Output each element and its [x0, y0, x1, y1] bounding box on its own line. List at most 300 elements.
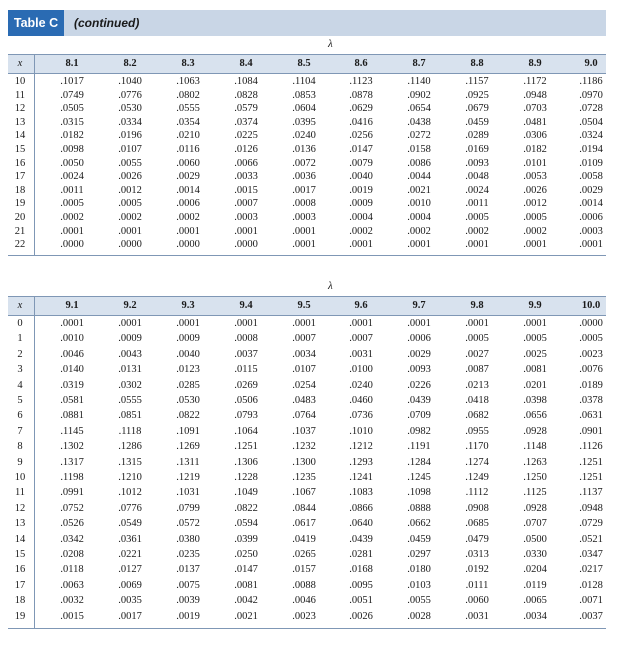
table-row — [8, 472, 606, 485]
lambda-label: λ — [328, 280, 333, 292]
probability-cell: .0087 — [465, 364, 489, 376]
lambda-column-header: 9.8 — [470, 300, 484, 311]
probability-cell: .0629 — [349, 103, 373, 115]
lambda-column-header: 9.7 — [412, 300, 426, 311]
probability-cell: .0093 — [407, 364, 431, 376]
probability-cell: .0256 — [349, 130, 373, 142]
table-row — [8, 212, 606, 225]
probability-cell: .0107 — [292, 364, 316, 376]
probability-cell: .0002 — [349, 225, 373, 237]
table-row — [8, 364, 606, 377]
x-value-cell: 16 — [14, 157, 26, 169]
probability-cell: .0003 — [579, 225, 603, 237]
probability-cell: .0002 — [407, 225, 431, 237]
lambda-column-header: 9.1 — [65, 300, 79, 311]
probability-cell: .1157 — [465, 76, 489, 87]
probability-cell: .0006 — [407, 333, 431, 345]
probability-cell: .0881 — [60, 410, 84, 422]
probability-cell: .0063 — [60, 579, 84, 591]
probability-cell: .0088 — [292, 579, 316, 591]
probability-cell: .1137 — [579, 487, 603, 499]
table-subtitle: (continued) — [74, 16, 140, 30]
probability-cell: .0031 — [349, 348, 373, 360]
probability-cell: .0000 — [579, 318, 603, 329]
probability-cell: .0001 — [407, 239, 431, 251]
probability-cell: .0617 — [292, 518, 316, 530]
probability-cell: .1172 — [523, 76, 547, 87]
lambda-column-header: 8.8 — [470, 58, 484, 69]
x-value-cell: 7 — [17, 425, 23, 437]
probability-cell: .0001 — [292, 225, 316, 237]
probability-cell: .1191 — [407, 441, 431, 453]
probability-cell: .0011 — [60, 184, 84, 196]
probability-cell: .0526 — [60, 518, 84, 530]
probability-cell: .1126 — [579, 441, 603, 453]
probability-cell: .0254 — [292, 379, 316, 391]
probability-cell: .0853 — [292, 89, 316, 101]
lambda-column-header: 9.5 — [297, 300, 311, 311]
table-bottom-rule — [8, 255, 606, 256]
table-row — [8, 90, 606, 103]
probability-cell: .0736 — [349, 410, 373, 422]
probability-cell: .0594 — [234, 518, 258, 530]
probability-cell: .0928 — [523, 502, 547, 514]
probability-cell: .0001 — [579, 239, 603, 251]
probability-cell: .0098 — [60, 144, 84, 155]
probability-cell: .0060 — [176, 157, 200, 169]
x-value-cell: 18 — [14, 595, 26, 607]
probability-cell: .0010 — [60, 333, 84, 345]
probability-cell: .1091 — [176, 425, 200, 437]
x-value-cell: 6 — [17, 410, 23, 422]
probability-cell: .0044 — [407, 171, 431, 183]
probability-cell: .0438 — [407, 116, 431, 128]
x-value-cell: 16 — [14, 564, 26, 576]
probability-cell: .0081 — [234, 579, 258, 591]
x-value-cell: 0 — [17, 318, 23, 329]
probability-cell: .0040 — [349, 171, 373, 183]
probability-cell: .1170 — [465, 441, 489, 453]
probability-cell: .0679 — [465, 103, 489, 115]
probability-cell: .0005 — [60, 198, 84, 210]
probability-cell: .0128 — [579, 579, 603, 591]
probability-cell: .0136 — [292, 144, 316, 155]
probability-cell: .1186 — [579, 76, 603, 87]
probability-cell: .0374 — [234, 116, 258, 128]
probability-cell: .0116 — [176, 144, 200, 155]
probability-cell: .0169 — [465, 144, 489, 155]
probability-cell: .0802 — [176, 89, 200, 101]
lambda-column-header: 9.2 — [123, 300, 137, 311]
table-row — [8, 144, 606, 157]
probability-cell: .0012 — [523, 198, 547, 210]
probability-cell: .1306 — [234, 456, 258, 468]
probability-cell: .0006 — [176, 198, 200, 210]
probability-cell: .0399 — [234, 533, 258, 545]
x-column-header: x — [17, 300, 23, 311]
probability-cell: .1067 — [292, 487, 316, 499]
table-row — [8, 130, 606, 143]
table-row — [8, 564, 606, 577]
probability-cell: .0028 — [407, 610, 431, 622]
table-tag: Table C — [8, 10, 64, 36]
probability-cell: .1198 — [60, 472, 84, 483]
lambda-column-header: 8.7 — [412, 58, 426, 69]
probability-cell: .0204 — [523, 564, 547, 576]
probability-cell: .0007 — [349, 333, 373, 345]
probability-cell: .0001 — [234, 225, 258, 237]
probability-cell: .0023 — [579, 348, 603, 360]
probability-cell: .1241 — [349, 472, 373, 483]
probability-cell: .0500 — [523, 533, 547, 545]
probability-cell: .0439 — [407, 395, 431, 406]
x-value-cell: 17 — [14, 579, 26, 591]
table-row — [8, 426, 606, 439]
lambda-column-header: 9.0 — [584, 58, 598, 69]
probability-cell: .0042 — [234, 595, 258, 607]
probability-cell: .0749 — [60, 89, 84, 101]
probability-cell: .1251 — [234, 441, 258, 453]
probability-cell: .0140 — [60, 364, 84, 376]
probability-cell: .0001 — [465, 239, 489, 251]
probability-cell: .0313 — [465, 549, 489, 560]
probability-cell: .0003 — [292, 212, 316, 223]
x-value-cell: 10 — [14, 76, 26, 87]
probability-cell: .0025 — [523, 348, 547, 360]
table-row — [8, 410, 606, 423]
probability-cell: .0297 — [407, 549, 431, 560]
probability-cell: .1315 — [118, 456, 142, 468]
probability-cell: .0439 — [349, 533, 373, 545]
lambda-column-header: 9.3 — [181, 300, 195, 311]
probability-cell: .0075 — [176, 579, 200, 591]
probability-cell: .0001 — [176, 318, 200, 329]
table-row — [8, 395, 606, 408]
probability-cell: .0361 — [118, 533, 142, 545]
probability-cell: .0776 — [118, 89, 142, 101]
x-value-cell: 12 — [14, 502, 26, 514]
probability-cell: .0147 — [234, 564, 258, 576]
probability-cell: .0289 — [465, 130, 489, 142]
lambda-column-header: 8.1 — [65, 58, 79, 69]
probability-cell: .0023 — [292, 610, 316, 622]
probability-cell: .0046 — [292, 595, 316, 607]
probability-cell: .1235 — [292, 472, 316, 483]
probability-cell: .0015 — [60, 610, 84, 622]
probability-cell: .0793 — [234, 410, 258, 422]
probability-cell: .0418 — [465, 395, 489, 406]
probability-cell: .0029 — [579, 184, 603, 196]
probability-cell: .0555 — [118, 395, 142, 406]
probability-cell: .0483 — [292, 395, 316, 406]
x-value-cell: 19 — [14, 610, 26, 622]
probability-cell: .1064 — [234, 425, 258, 437]
probability-cell: .0866 — [349, 502, 373, 514]
probability-cell: .0707 — [523, 518, 547, 530]
probability-cell: .1269 — [176, 441, 200, 453]
probability-cell: .0001 — [292, 239, 316, 251]
probability-cell: .0991 — [60, 487, 84, 499]
probability-cell: .0012 — [118, 184, 142, 196]
probability-cell: .0656 — [523, 410, 547, 422]
probability-cell: .1031 — [176, 487, 200, 499]
probability-cell: .0126 — [234, 144, 258, 155]
x-value-cell: 10 — [14, 472, 26, 483]
probability-cell: .0060 — [465, 595, 489, 607]
lambda-label: λ — [328, 38, 333, 50]
table-row — [8, 103, 606, 116]
probability-cell: .0029 — [407, 348, 431, 360]
probability-cell: .0479 — [465, 533, 489, 545]
probability-cell: .0828 — [234, 89, 258, 101]
probability-cell: .0182 — [60, 130, 84, 142]
lambda-column-header: 8.4 — [239, 58, 253, 69]
probability-cell: .0069 — [118, 579, 142, 591]
probability-cell: .0460 — [349, 395, 373, 406]
probability-cell: .0011 — [465, 198, 489, 210]
probability-cell: .0005 — [579, 333, 603, 345]
probability-cell: .0240 — [292, 130, 316, 142]
column-header-row — [8, 296, 606, 316]
probability-cell: .0014 — [579, 198, 603, 210]
probability-cell: .0001 — [407, 318, 431, 329]
probability-cell: .0000 — [60, 239, 84, 251]
probability-cell: .1219 — [176, 472, 200, 483]
table-row — [8, 534, 606, 547]
probability-cell: .0005 — [523, 212, 547, 223]
probability-cell: .0240 — [349, 379, 373, 391]
probability-cell: .1037 — [292, 425, 316, 437]
probability-cell: .0302 — [118, 379, 142, 391]
probability-cell: .0324 — [579, 130, 603, 142]
probability-cell: .0213 — [465, 379, 489, 391]
probability-cell: .0530 — [118, 103, 142, 115]
probability-cell: .0189 — [579, 379, 603, 391]
table-row — [8, 580, 606, 593]
probability-cell: .0123 — [176, 364, 200, 376]
probability-cell: .0017 — [292, 184, 316, 196]
x-value-cell: 9 — [17, 456, 23, 468]
probability-cell: .0844 — [292, 502, 316, 514]
lambda-column-header: 8.2 — [123, 58, 137, 69]
probability-cell: .0032 — [60, 595, 84, 607]
table-row — [8, 503, 606, 516]
probability-cell: .0319 — [60, 379, 84, 391]
x-value-cell: 5 — [17, 395, 23, 406]
probability-cell: .1012 — [118, 487, 142, 499]
probability-cell: .0776 — [118, 502, 142, 514]
probability-cell: .0006 — [579, 212, 603, 223]
probability-cell: .0103 — [407, 579, 431, 591]
probability-cell: .1098 — [407, 487, 431, 499]
probability-cell: .0050 — [60, 157, 84, 169]
probability-cell: .0285 — [176, 379, 200, 391]
probability-cell: .0970 — [579, 89, 603, 101]
probability-cell: .0001 — [292, 318, 316, 329]
probability-cell: .0014 — [176, 184, 200, 196]
probability-cell: .0948 — [579, 502, 603, 514]
probability-cell: .1145 — [60, 425, 84, 437]
probability-cell: .0009 — [349, 198, 373, 210]
probability-cell: .0000 — [234, 239, 258, 251]
probability-cell: .0168 — [349, 564, 373, 576]
probability-cell: .0147 — [349, 144, 373, 155]
probability-cell: .0002 — [465, 225, 489, 237]
probability-cell: .1293 — [349, 456, 373, 468]
probability-cell: .0118 — [60, 564, 84, 576]
probability-cell: .0530 — [176, 395, 200, 406]
probability-cell: .0398 — [523, 395, 547, 406]
probability-cell: .0226 — [407, 379, 431, 391]
probability-cell: .0031 — [465, 610, 489, 622]
probability-cell: .0505 — [60, 103, 84, 115]
table-row — [8, 239, 606, 252]
probability-cell: .0579 — [234, 103, 258, 115]
probability-cell: .0265 — [292, 549, 316, 560]
column-header-row — [8, 54, 606, 74]
x-value-cell: 14 — [14, 130, 26, 142]
probability-cell: .1286 — [118, 441, 142, 453]
probability-cell: .0079 — [349, 157, 373, 169]
probability-cell: .0001 — [118, 225, 142, 237]
probability-cell: .0419 — [292, 533, 316, 545]
probability-cell: .0225 — [234, 130, 258, 142]
probability-cell: .0037 — [579, 610, 603, 622]
probability-cell: .0235 — [176, 549, 200, 560]
probability-cell: .0459 — [407, 533, 431, 545]
probability-cell: .0027 — [465, 348, 489, 360]
probability-cell: .0001 — [349, 239, 373, 251]
probability-cell: .1263 — [523, 456, 547, 468]
probability-cell: .0005 — [118, 198, 142, 210]
probability-cell: .0107 — [118, 144, 142, 155]
probability-cell: .0009 — [118, 333, 142, 345]
probability-cell: .0928 — [523, 425, 547, 437]
probability-cell: .0019 — [176, 610, 200, 622]
probability-cell: .0342 — [60, 533, 84, 545]
probability-cell: .0208 — [60, 549, 84, 560]
probability-cell: .1284 — [407, 456, 431, 468]
probability-cell: .0217 — [579, 564, 603, 576]
x-value-cell: 11 — [14, 89, 26, 101]
lambda-column-header: 9.6 — [354, 300, 368, 311]
probability-cell: .0306 — [523, 130, 547, 142]
table-row — [8, 380, 606, 393]
probability-cell: .1251 — [579, 456, 603, 468]
probability-cell: .0037 — [234, 348, 258, 360]
x-value-cell: 3 — [17, 364, 23, 376]
probability-cell: .0005 — [465, 333, 489, 345]
lambda-column-header: 8.5 — [297, 58, 311, 69]
x-value-cell: 4 — [17, 379, 23, 391]
probability-cell: .0001 — [234, 318, 258, 329]
probability-cell: .0002 — [176, 212, 200, 223]
probability-cell: .0221 — [118, 549, 142, 560]
probability-cell: .0001 — [523, 239, 547, 251]
lambda-column-header: 8.3 — [181, 58, 195, 69]
probability-cell: .0925 — [465, 89, 489, 101]
x-value-cell: 1 — [17, 333, 23, 345]
probability-cell: .0378 — [579, 395, 603, 406]
probability-cell: .0604 — [292, 103, 316, 115]
x-value-cell: 13 — [14, 518, 26, 530]
probability-cell: .0334 — [118, 116, 142, 128]
probability-cell: .0101 — [523, 157, 547, 169]
probability-cell: .1212 — [349, 441, 373, 453]
probability-cell: .1250 — [523, 472, 547, 483]
table-bottom-rule — [8, 628, 606, 629]
probability-cell: .0127 — [118, 564, 142, 576]
probability-cell: .0192 — [465, 564, 489, 576]
probability-cell: .1274 — [465, 456, 489, 468]
probability-cell: .0051 — [349, 595, 373, 607]
probability-cell: .0026 — [118, 171, 142, 183]
probability-cell: .0549 — [118, 518, 142, 530]
probability-cell: .0100 — [349, 364, 373, 376]
probability-cell: .0046 — [60, 348, 84, 360]
probability-cell: .0093 — [465, 157, 489, 169]
probability-cell: .1083 — [349, 487, 373, 499]
probability-cell: .1125 — [523, 487, 547, 499]
probability-cell: .0001 — [60, 318, 84, 329]
x-value-cell: 11 — [14, 487, 26, 499]
probability-cell: .0347 — [579, 549, 603, 560]
probability-cell: .0380 — [176, 533, 200, 545]
table-row — [8, 198, 606, 211]
probability-cell: .0729 — [579, 518, 603, 530]
probability-cell: .0019 — [349, 184, 373, 196]
probability-cell: .0058 — [579, 171, 603, 183]
probability-cell: .0901 — [579, 425, 603, 437]
table-row — [8, 76, 606, 89]
probability-cell: .1228 — [234, 472, 258, 483]
probability-cell: .0000 — [118, 239, 142, 251]
probability-cell: .1302 — [60, 441, 84, 453]
probability-cell: .0053 — [523, 171, 547, 183]
probability-cell: .0728 — [579, 103, 603, 115]
probability-cell: .1210 — [118, 472, 142, 483]
probability-cell: .0055 — [407, 595, 431, 607]
probability-cell: .1300 — [292, 456, 316, 468]
probability-cell: .0654 — [407, 103, 431, 115]
x-value-cell: 2 — [17, 348, 23, 360]
probability-cell: .0180 — [407, 564, 431, 576]
x-value-cell: 15 — [14, 549, 26, 560]
probability-cell: .0640 — [349, 518, 373, 530]
probability-cell: .1084 — [234, 76, 258, 87]
probability-cell: .1118 — [118, 425, 142, 437]
table-row — [8, 441, 606, 454]
probability-cell: .1040 — [118, 76, 142, 87]
x-value-cell: 18 — [14, 184, 26, 196]
x-value-cell: 20 — [14, 212, 26, 223]
table-row — [8, 333, 606, 346]
probability-cell: .0250 — [234, 549, 258, 560]
probability-cell: .0799 — [176, 502, 200, 514]
probability-cell: .0008 — [234, 333, 258, 345]
probability-cell: .0043 — [118, 348, 142, 360]
table-row — [8, 185, 606, 198]
lambda-column-header: 8.9 — [528, 58, 542, 69]
x-column-header: x — [17, 58, 23, 69]
probability-cell: .0009 — [176, 333, 200, 345]
probability-cell: .0752 — [60, 502, 84, 514]
probability-cell: .0194 — [579, 144, 603, 155]
probability-cell: .0158 — [407, 144, 431, 155]
probability-cell: .0851 — [118, 410, 142, 422]
probability-cell: .0115 — [234, 364, 258, 376]
probability-cell: .0071 — [579, 595, 603, 607]
